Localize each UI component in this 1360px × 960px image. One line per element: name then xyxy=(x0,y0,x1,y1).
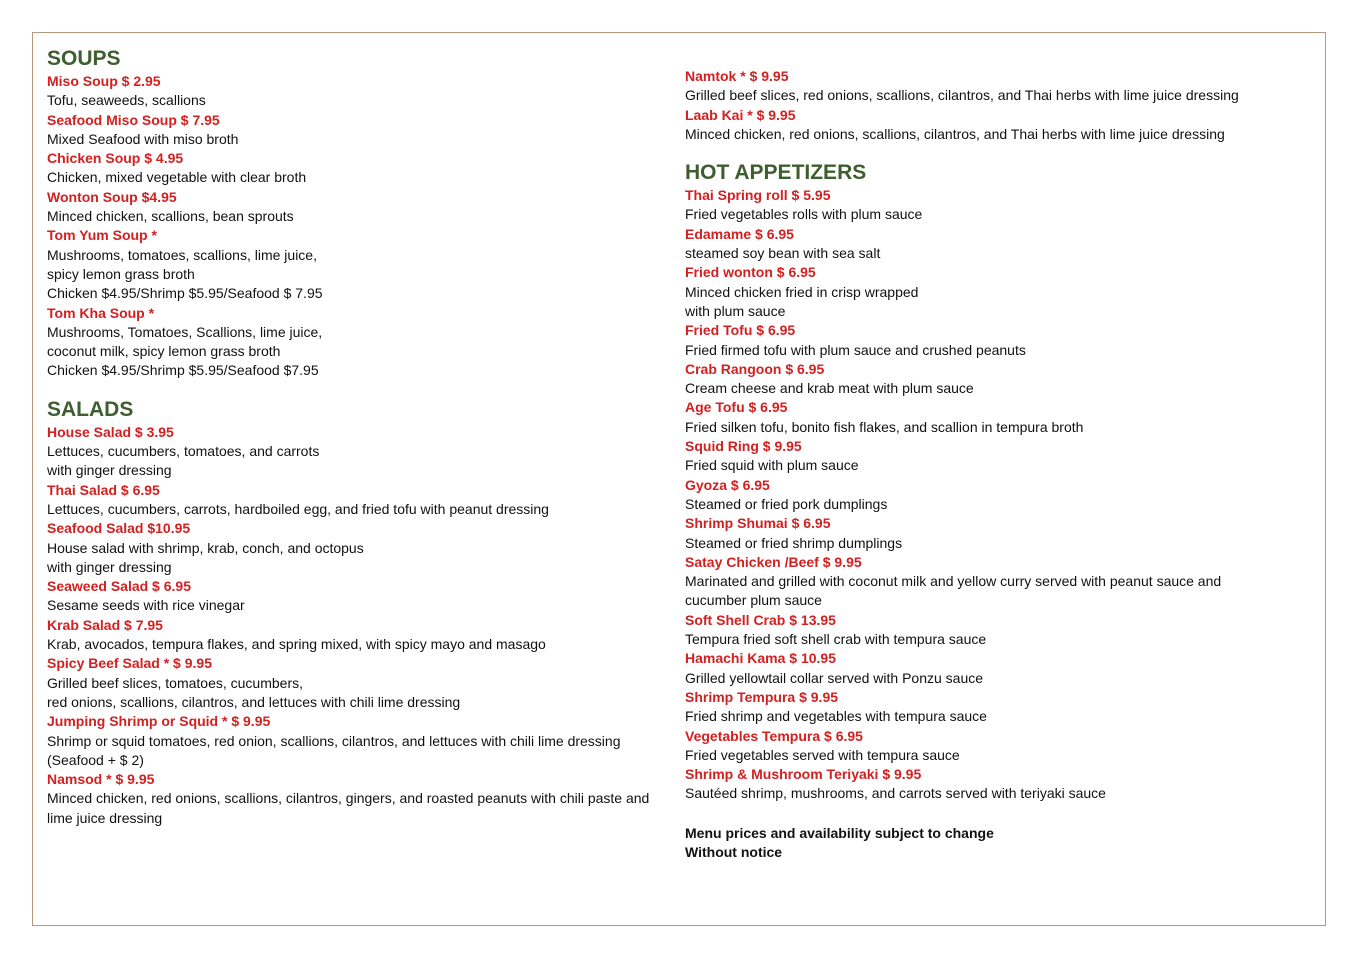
menu-item xyxy=(47,481,675,520)
menu-item-description: Marinated and grilled with coconut milk and yellow curry served with peanut sauce and cucumber plum sauce xyxy=(685,573,1222,609)
menu-item-name: Shrimp Shumai $ 6.95 xyxy=(685,515,831,532)
menu-item-name: Laab Kai * $ 9.95 xyxy=(685,106,796,123)
menu-item-name: Thai Spring roll $ 5.95 xyxy=(685,187,831,204)
menu-item xyxy=(47,577,675,616)
menu-item-description: Fried firmed tofu with plum sauce and crushed peanuts xyxy=(685,341,1026,358)
menu-item xyxy=(685,106,1305,145)
menu-item-description: Fried silken tofu, bonito fish flakes, and scallion in tempura broth xyxy=(685,418,1084,435)
menu-item xyxy=(685,398,1305,437)
menu-item-name: Thai Salad $ 6.95 xyxy=(47,481,160,498)
menu-item xyxy=(685,67,1305,106)
menu-item-name: Chicken Soup $ 4.95 xyxy=(47,150,184,167)
menu-item xyxy=(685,186,1305,225)
menu-item-name: Gyoza $ 6.95 xyxy=(685,476,770,493)
salads-heading: SALADS xyxy=(47,397,134,421)
menu-item-name: Tom Yum Soup * xyxy=(47,227,157,244)
menu-item xyxy=(47,149,675,188)
menu-item-description: Tempura fried soft shell crab with tempura sauce xyxy=(685,631,987,648)
menu-item-name: Fried wonton $ 6.95 xyxy=(685,264,816,281)
menu-item-description: Fried vegetables rolls with plum sauce xyxy=(685,206,923,223)
menu-item xyxy=(47,616,675,655)
right-column xyxy=(685,67,1305,862)
menu-item xyxy=(685,553,1305,611)
menu-item-description: Mushrooms, tomatoes, scallions, lime juice, spicy lemon grass broth Chicken $4.95/Shrimp $5.95/Seafood $ 7.95 xyxy=(47,246,323,302)
menu-item-name: Crab Rangoon $ 6.95 xyxy=(685,360,825,377)
menu-item-description: Steamed or fried pork dumplings xyxy=(685,495,888,512)
menu-item-name: Jumping Shrimp or Squid * $ 9.95 xyxy=(47,713,271,730)
menu-item-description: Minced chicken, red onions, scallions, cilantros, gingers, and roasted peanuts with chili paste and lime juice dressing xyxy=(47,790,650,826)
menu-item-description: Sesame seeds with rice vinegar xyxy=(47,597,245,614)
menu-item-name: Edamame $ 6.95 xyxy=(685,225,794,242)
menu-item-name: Namtok * $ 9.95 xyxy=(685,68,789,84)
menu-item-description: Fried shrimp and vegetables with tempura sauce xyxy=(685,708,987,725)
menu-item-description: Lettuces, cucumbers, tomatoes, and carrots with ginger dressing xyxy=(47,443,320,479)
menu-item xyxy=(47,304,675,381)
salads-continued-list xyxy=(685,67,1305,144)
menu-item xyxy=(685,688,1305,727)
hot-appetizers-heading: HOT APPETIZERS xyxy=(685,161,867,185)
menu-item-description: Minced chicken, red onions, scallions, cilantros, and Thai herbs with lime juice dressing xyxy=(685,125,1225,142)
menu-item xyxy=(47,72,675,111)
menu-item-description: Krab, avocados, tempura flakes, and spring mixed, with spicy mayo and masago xyxy=(47,636,546,653)
menu-item-description: Sautéed shrimp, mushrooms, and carrots served with teriyaki sauce xyxy=(685,785,1106,802)
menu-item-description: Cream cheese and krab meat with plum sauce xyxy=(685,380,974,397)
left-column xyxy=(47,46,675,828)
menu-item xyxy=(685,360,1305,399)
menu-item xyxy=(685,514,1305,553)
soups-list xyxy=(47,72,675,381)
menu-item-name: Namsod * $ 9.95 xyxy=(47,771,155,788)
menu-item xyxy=(685,437,1305,476)
menu-item xyxy=(685,263,1305,321)
menu-item-name: Fried Tofu $ 6.95 xyxy=(685,322,796,339)
menu-item-name: Age Tofu $ 6.95 xyxy=(685,399,788,416)
menu-item-name: Tom Kha Soup * xyxy=(47,304,155,321)
menu-item xyxy=(685,225,1305,264)
soups-heading: SOUPS xyxy=(47,47,121,70)
menu-item-name: House Salad $ 3.95 xyxy=(47,423,174,440)
hot-appetizers-list xyxy=(685,186,1305,804)
menu-item-name: Seafood Salad $10.95 xyxy=(47,520,191,537)
menu-item-description: House salad with shrimp, krab, conch, and octopus with ginger dressing xyxy=(47,539,364,575)
menu-item-name: Wonton Soup $4.95 xyxy=(47,188,177,205)
menu-item-name: Shrimp & Mushroom Teriyaki $ 9.95 xyxy=(685,766,922,783)
menu-item-name: Spicy Beef Salad * $ 9.95 xyxy=(47,655,212,672)
menu-item xyxy=(47,770,675,828)
menu-item-name: Hamachi Kama $ 10.95 xyxy=(685,650,836,667)
menu-item-description: Mushrooms, Tomatoes, Scallions, lime juice, coconut milk, spicy lemon grass broth Chicken $4.95/Shrimp $5.95/Seafood $7.95 xyxy=(47,323,323,379)
menu-item-description: Fried squid with plum sauce xyxy=(685,457,859,474)
menu-item-description: Grilled yellowtail collar served with Ponzu sauce xyxy=(685,669,984,686)
menu-item-description: Shrimp or squid tomatoes, red onion, scallions, cilantros, and lettuces with chili lime dressing (Seafood + $ 2) xyxy=(47,732,621,768)
menu-item-description: Grilled beef slices, red onions, scallions, cilantros, and Thai herbs with lime juice dressing xyxy=(685,87,1239,104)
menu-item-name: Satay Chicken /Beef $ 9.95 xyxy=(685,553,862,570)
menu-item xyxy=(685,611,1305,650)
menu-item xyxy=(47,654,675,712)
menu-item-description: Mixed Seafood with miso broth xyxy=(47,130,239,147)
menu-item-name: Miso Soup $ 2.95 xyxy=(47,73,161,89)
menu-item-name: Shrimp Tempura $ 9.95 xyxy=(685,688,839,705)
menu-item-name: Squid Ring $ 9.95 xyxy=(685,438,802,455)
menu-item xyxy=(47,519,675,577)
price-change-notice: Menu prices and availability subject to change Without notice xyxy=(685,824,994,860)
menu-item xyxy=(685,476,1305,515)
menu-item-description: Tofu, seaweeds, scallions xyxy=(47,92,206,109)
menu-item xyxy=(47,712,675,770)
menu-item xyxy=(47,188,675,227)
menu-item-description: Steamed or fried shrimp dumplings xyxy=(685,534,903,551)
menu-item xyxy=(47,423,675,481)
menu-item xyxy=(685,649,1305,688)
menu-item xyxy=(47,111,675,150)
menu-item-name: Vegetables Tempura $ 6.95 xyxy=(685,727,863,744)
menu-item-name: Seafood Miso Soup $ 7.95 xyxy=(47,111,220,128)
menu-item xyxy=(685,727,1305,766)
menu-item xyxy=(47,226,675,303)
menu-item-name: Soft Shell Crab $ 13.95 xyxy=(685,611,836,628)
menu-item-description: Chicken, mixed vegetable with clear broth xyxy=(47,169,307,186)
menu-item-name: Seaweed Salad $ 6.95 xyxy=(47,578,191,595)
menu-item-description: Minced chicken, scallions, bean sprouts xyxy=(47,208,294,225)
menu-item-description: steamed soy bean with sea salt xyxy=(685,245,881,262)
menu-item xyxy=(685,765,1305,804)
menu-item-description: Fried vegetables served with tempura sauce xyxy=(685,746,960,763)
menu-item-description: Minced chicken fried in crisp wrapped with plum sauce xyxy=(685,283,919,319)
menu-item-description: Grilled beef slices, tomatoes, cucumbers, red onions, scallions, cilantros, and lettuces with chili lime dressing xyxy=(47,674,461,710)
salads-list xyxy=(47,423,675,828)
menu-item-name: Krab Salad $ 7.95 xyxy=(47,616,163,633)
menu-item-description: Lettuces, cucumbers, carrots, hardboiled egg, and fried tofu with peanut dressing xyxy=(47,500,549,517)
menu-item xyxy=(685,321,1305,360)
